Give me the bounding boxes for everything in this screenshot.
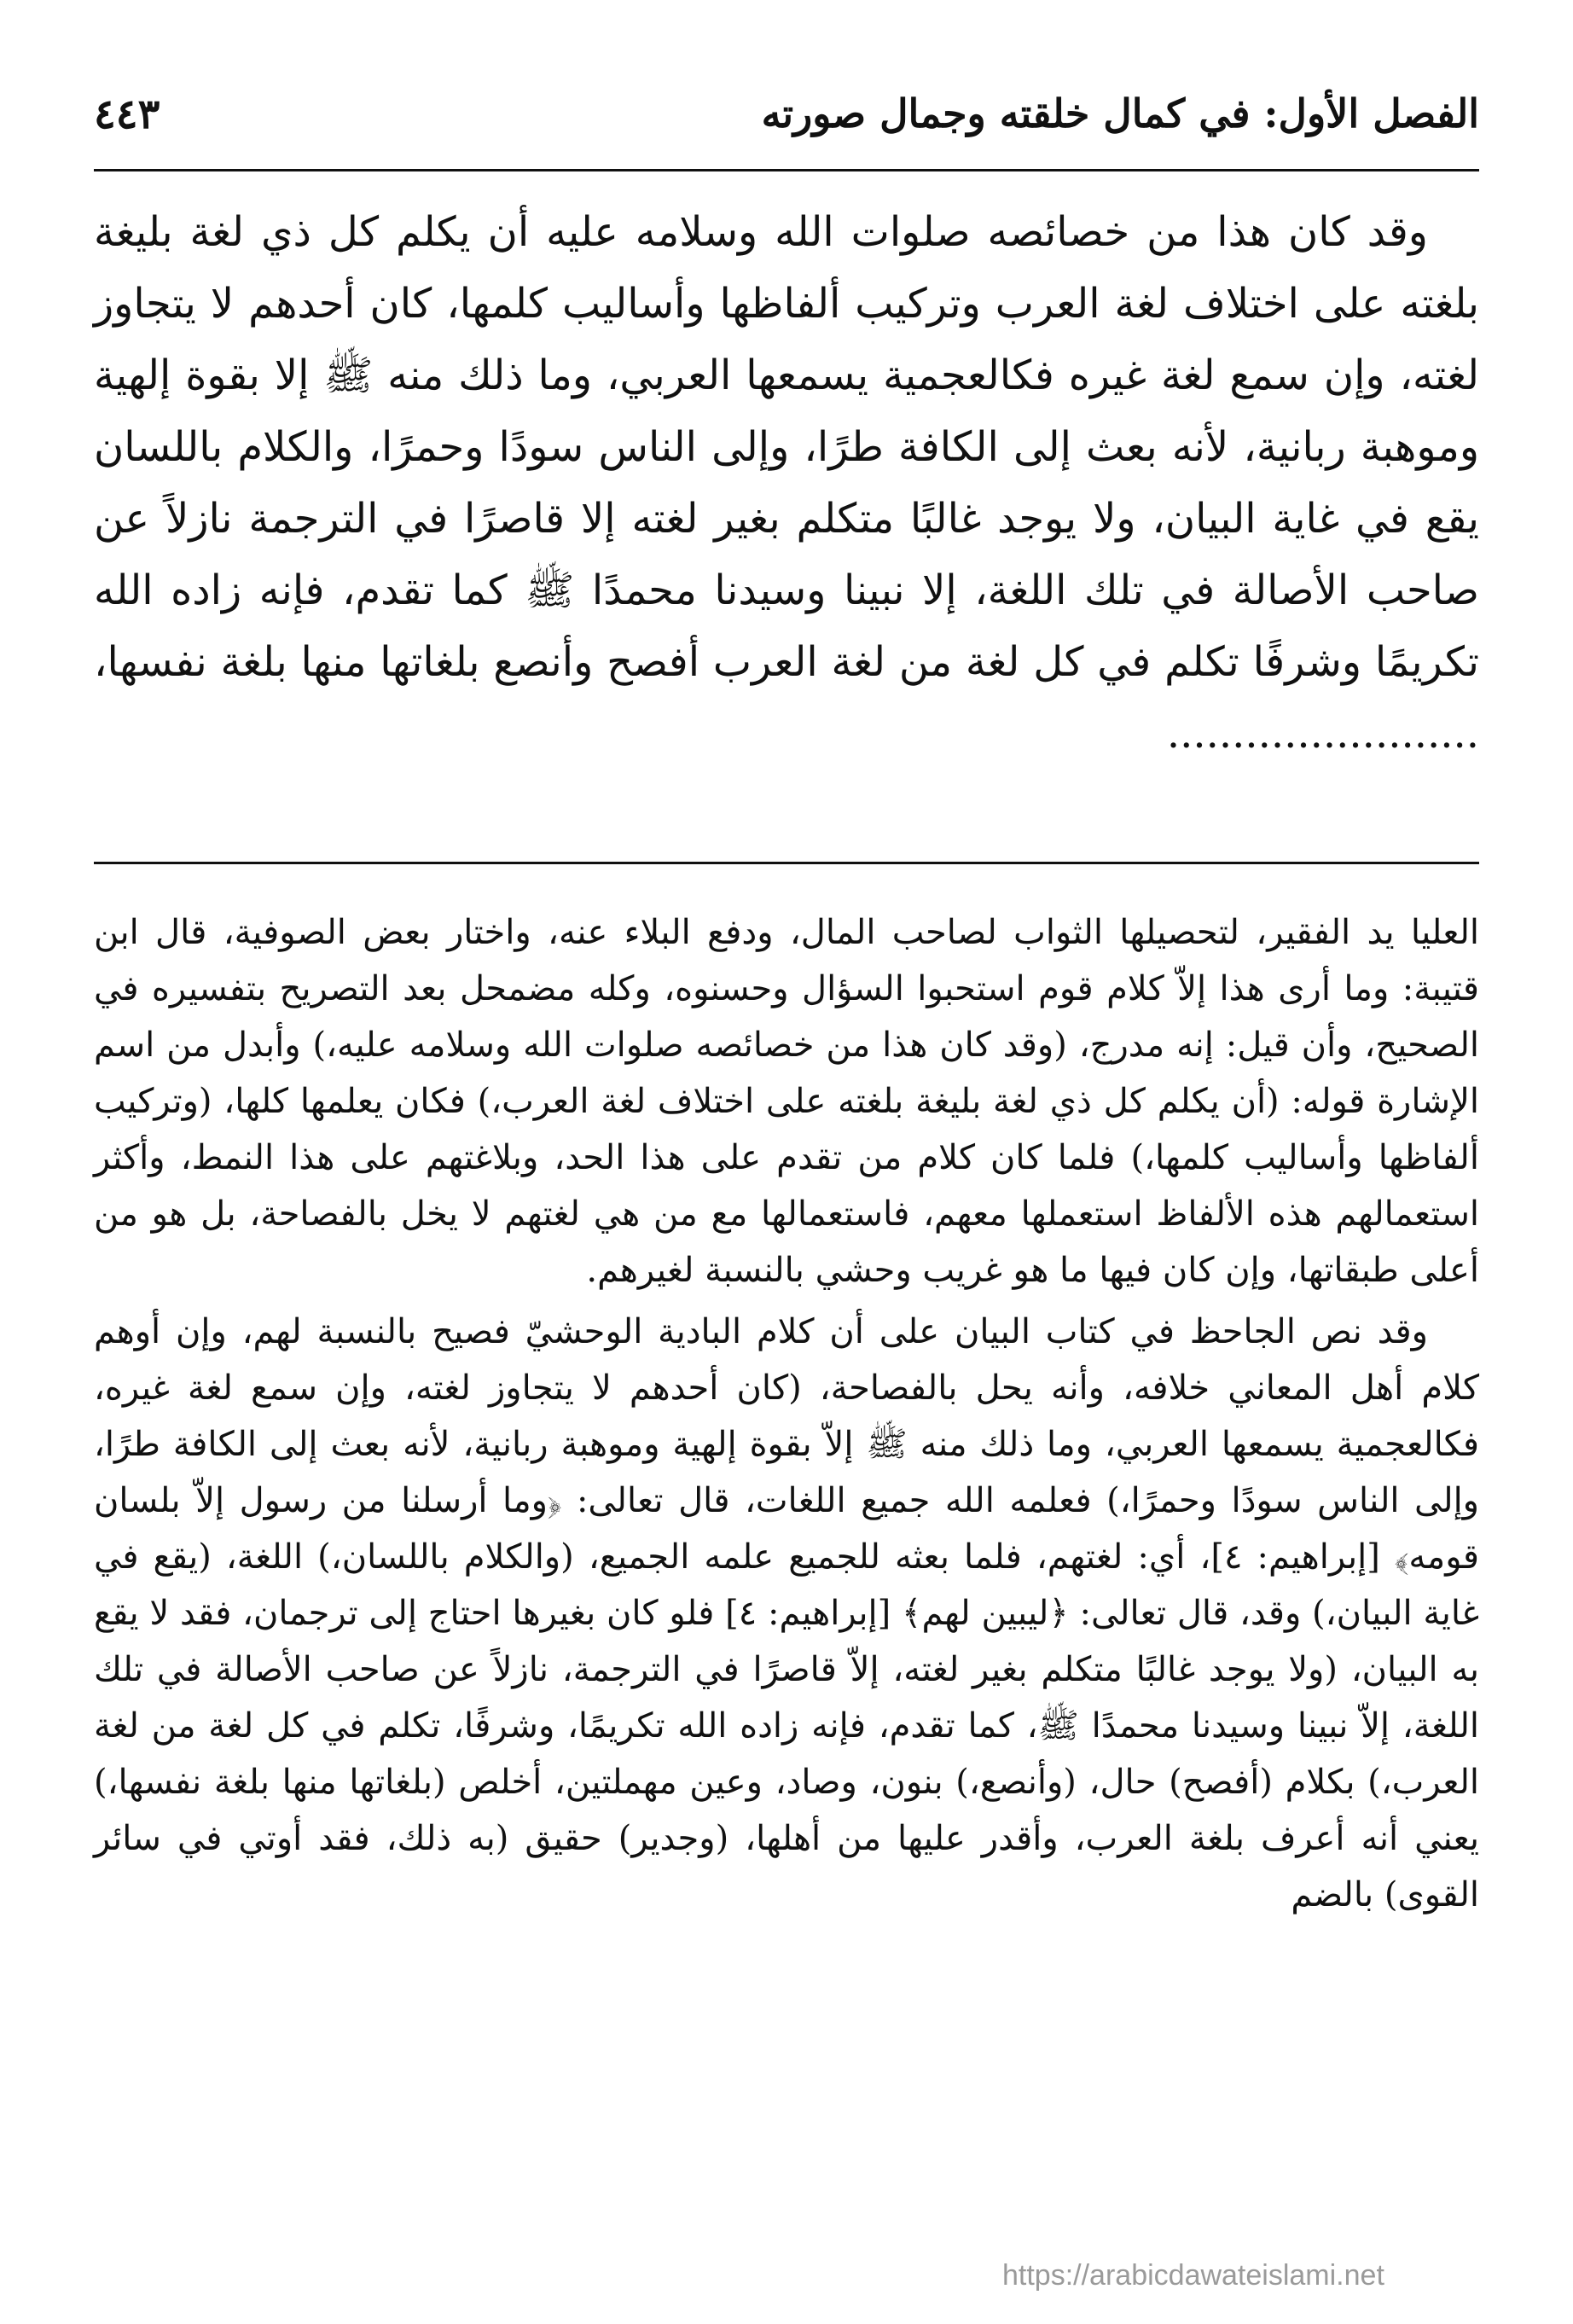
- running-header: [94, 85, 1479, 154]
- main-text-body: وقد كان هذا من خصائصه صلوات الله وسلامه عليه أن يكلم كل ذي لغة بليغة بلغته على اختلاف لغة العرب وتركيب ألفاظها وأساليب كلمها، كان أحدهم لا يتجاوز لغته، وإن سمع لغة غيره فكالعجمية يسمعها العربي، وما ذلك منه ﷺ إلا بقوة إلهية وموهبة ربانية، لأنه بعث إلى الكافة طرًا، وإلى الناس سودًا وحمرًا، والكلام باللسان يقع في غاية البيان، ولا يوجد غالبًا متكلم بغير لغته إلا قاصرًا في الترجمة نازلاً عن صاحب الأصالة في تلك اللغة، إلا نبينا وسيدنا محمدًا ﷺ كما تقدم، فإنه زاده الله تكريمًا وشرفًا تكلم في كل لغة من لغة العرب أفصح وأنصع بلغاتها منها بلغة نفسها،: [94, 208, 1480, 686]
- main-text-paragraph: [94, 196, 1479, 770]
- commentary-paragraph: العليا يد الفقير، لتحصيلها الثواب لصاحب المال، ودفع البلاء عنه، واختار بعض الصوفية، قال ابن قتيبة: وما أرى هذا إلاّ كلام قوم استحبوا السؤال وحسنوه، وكله مضمحل بعد التصريح بتفسيره في الصحيح، وأن قيل: إنه مدرج، (وقد كان هذا من خصائصه صلوات الله وسلامه عليه،) وأبدل من اسم الإشارة قوله: (أن يكلم كل ذي لغة بليغة بلغته على اختلاف لغة العرب،) فكان يعلمها كلها، (وتركيب ألفاظها وأساليب كلمها،) فلما كان كلام من تقدم على هذا الحد، وبلاغتهم على هذا النمط، وأكثر استعمالهم هذه الألفاظ استعملها معهم، فاستعمالها مع من هي لغتهم لا يخل بالفصاحة، بل هو من أعلى طبقاتها، وإن كان فيها ما هو غريب وحشي بالنسبة لغيرهم.: [94, 913, 1479, 1290]
- main-text: [94, 196, 1479, 845]
- chapter-title: الفصل الأول: في كمال خلقته وجمال صورته: [761, 90, 1479, 137]
- watermark-url: https://arabicdawateislami.net: [1002, 2259, 1384, 2292]
- commentary-paragraph: وقد نص الجاحظ في كتاب البيان على أن كلام البادية الوحشيّ فصيح بالنسبة لهم، وإن أوهم كلام أهل المعاني خلافه، وأنه يحل بالفصاحة، (كان أحدهم لا يتجاوز لغته، وإن سمع لغة غيره، فكالعجمية يسمعها العربي، وما ذلك منه ﷺ إلاّ بقوة إلهية وموهبة ربانية، لأنه بعث إلى الكافة طرًا، وإلى الناس سودًا وحمرًا،) فعلمه الله جميع اللغات، قال تعالى: ﴿وما أرسلنا من رسول إلاّ بلسان قومه﴾ [إبراهيم: ٤]، أي: لغتهم، فلما بعثه للجميع علمه الجميع، (والكلام باللسان،) اللغة، (يقع في غاية البيان،) وقد، قال تعالى: ﴿ليبين لهم﴾ [إبراهيم: ٤] فلو كان بغيرها احتاج إلى ترجمان، فقد لا يقع به البيان، (ولا يوجد غالبًا متكلم بغير لغته، إلاّ قاصرًا في الترجمة، نازلاً عن صاحب الأصالة في تلك اللغة، إلاّ نبينا وسيدنا محمدًا ﷺ، كما تقدم، فإنه زاده الله تكريمًا، وشرفًا، تكلم في كل لغة من لغة العرب،) بكلام (أفصح) حال، (وأنصع،) بنون، وصاد، وعين مهملتين، أخلص (بلغاتها منها بلغة نفسها،) يعني أنه أعرف بلغة العرب، وأقدر عليها من أهلها، (وجدير) حقيق (به ذلك، فقد أوتي في سائر القوى) بالضم: [94, 1312, 1479, 1914]
- commentary: [94, 904, 1479, 2278]
- main-text-ellipsis: ........................: [1166, 710, 1479, 758]
- text-commentary-divider: [94, 862, 1479, 864]
- page-number: ٤٤٣: [94, 90, 160, 138]
- header-rule: [94, 169, 1479, 171]
